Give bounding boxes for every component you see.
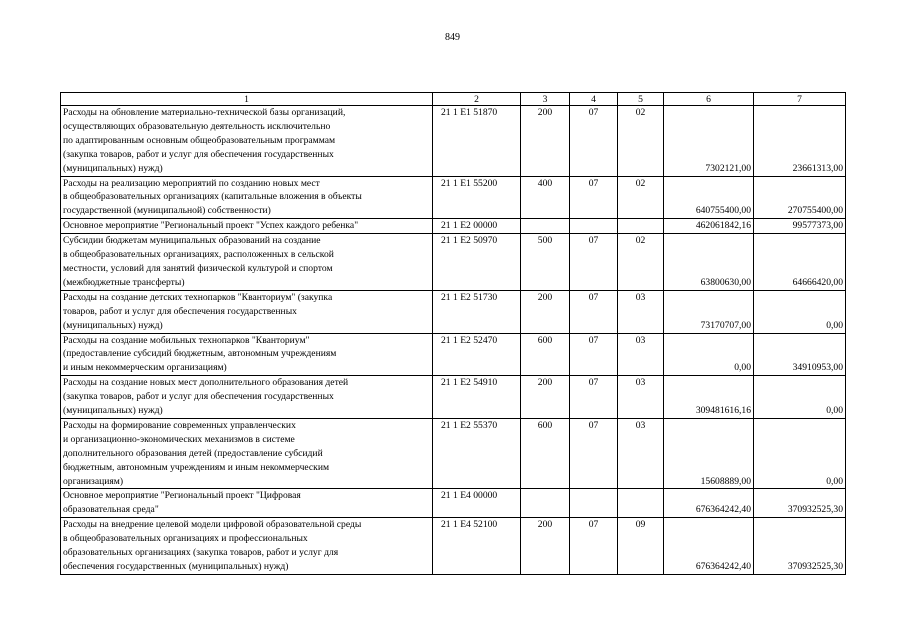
subsection-cell: 02 bbox=[618, 234, 664, 291]
amount-year1-cell: 15608889,00 bbox=[664, 418, 754, 489]
subsection-cell: 03 bbox=[618, 290, 664, 333]
expense-type-cell: 600 bbox=[521, 333, 570, 376]
section-cell: 07 bbox=[570, 290, 618, 333]
amount-year1-cell: 73170707,00 bbox=[664, 290, 754, 333]
subsection-cell bbox=[618, 489, 664, 518]
amount-year1-cell: 676364242,40 bbox=[664, 489, 754, 518]
section-cell bbox=[570, 219, 618, 234]
column-header: 6 bbox=[664, 93, 754, 106]
target-code-cell: 21 1 E2 50970 bbox=[433, 234, 521, 291]
section-cell: 07 bbox=[570, 518, 618, 575]
column-header: 2 bbox=[433, 93, 521, 106]
amount-year1-cell: 0,00 bbox=[664, 333, 754, 376]
table-row bbox=[61, 518, 846, 575]
expense-type-cell: 200 bbox=[521, 106, 570, 177]
expenditure-name-cell: Расходы на создание детских технопарков "Кванториум" (закупка товаров, работ и услуг для обеспечения государственных (муниципальных) нужд) bbox=[61, 290, 433, 333]
target-code-cell: 21 1 E2 54910 bbox=[433, 376, 521, 419]
target-code-cell: 21 1 E2 52470 bbox=[433, 333, 521, 376]
section-cell: 07 bbox=[570, 418, 618, 489]
target-code-cell: 21 1 E1 51870 bbox=[433, 106, 521, 177]
amount-year1-cell: 462061842,16 bbox=[664, 219, 754, 234]
section-cell: 07 bbox=[570, 176, 618, 219]
table-row bbox=[61, 176, 846, 219]
amount-year2-cell: 0,00 bbox=[754, 376, 846, 419]
section-cell: 07 bbox=[570, 376, 618, 419]
subsection-cell bbox=[618, 219, 664, 234]
column-header: 7 bbox=[754, 93, 846, 106]
expense-type-cell bbox=[521, 489, 570, 518]
expense-type-cell: 200 bbox=[521, 376, 570, 419]
expense-type-cell: 200 bbox=[521, 518, 570, 575]
amount-year1-cell: 63800630,00 bbox=[664, 234, 754, 291]
section-cell: 07 bbox=[570, 234, 618, 291]
table-row bbox=[61, 219, 846, 234]
target-code-cell: 21 1 E2 55370 bbox=[433, 418, 521, 489]
subsection-cell: 03 bbox=[618, 376, 664, 419]
amount-year2-cell: 270755400,00 bbox=[754, 176, 846, 219]
amount-year1-cell: 309481616,16 bbox=[664, 376, 754, 419]
expenditure-name-cell: Основное мероприятие "Региональный проект "Успех каждого ребенка" bbox=[61, 219, 433, 234]
expense-type-cell bbox=[521, 219, 570, 234]
subsection-cell: 02 bbox=[618, 106, 664, 177]
column-header: 3 bbox=[521, 93, 570, 106]
table-row bbox=[61, 106, 846, 177]
target-code-cell: 21 1 E4 52100 bbox=[433, 518, 521, 575]
expense-type-cell: 600 bbox=[521, 418, 570, 489]
target-code-cell: 21 1 E1 55200 bbox=[433, 176, 521, 219]
table-row bbox=[61, 489, 846, 518]
amount-year2-cell: 0,00 bbox=[754, 418, 846, 489]
section-cell: 07 bbox=[570, 106, 618, 177]
table-header-row bbox=[61, 93, 846, 106]
expenditure-name-cell: Расходы на реализацию мероприятий по созданию новых мест в общеобразовательных организациях (капитальные вложения в объекты государственной (муниципальной) собственности) bbox=[61, 176, 433, 219]
subsection-cell: 02 bbox=[618, 176, 664, 219]
amount-year2-cell: 99577373,00 bbox=[754, 219, 846, 234]
expense-type-cell: 200 bbox=[521, 290, 570, 333]
subsection-cell: 03 bbox=[618, 418, 664, 489]
amount-year2-cell: 370932525,30 bbox=[754, 518, 846, 575]
column-header: 1 bbox=[61, 93, 433, 106]
table-row bbox=[61, 376, 846, 419]
amount-year2-cell: 34910953,00 bbox=[754, 333, 846, 376]
amount-year1-cell: 7302121,00 bbox=[664, 106, 754, 177]
target-code-cell: 21 1 E4 00000 bbox=[433, 489, 521, 518]
expenditure-name-cell: Расходы на создание новых мест дополнительного образования детей (закупка товаров, работ и услуг для обеспечения государственных (муниципальных) нужд) bbox=[61, 376, 433, 419]
budget-table bbox=[60, 92, 846, 575]
table-row bbox=[61, 290, 846, 333]
amount-year2-cell: 370932525,30 bbox=[754, 489, 846, 518]
section-cell: 07 bbox=[570, 333, 618, 376]
expenditure-name-cell: Расходы на создание мобильных технопарков "Кванториум" (предоставление субсидий бюджетным, автономным учреждениям и иным некоммерческим организациям) bbox=[61, 333, 433, 376]
table-row bbox=[61, 333, 846, 376]
amount-year2-cell: 64666420,00 bbox=[754, 234, 846, 291]
expenditure-name-cell: Расходы на внедрение целевой модели цифровой образовательной среды в общеобразовательных организациях и профессиональных образовательных организациях (закупка товаров, работ и услуг для обеспечения государственных (муниципальных) нужд) bbox=[61, 518, 433, 575]
amount-year2-cell: 23661313,00 bbox=[754, 106, 846, 177]
amount-year1-cell: 676364242,40 bbox=[664, 518, 754, 575]
expense-type-cell: 500 bbox=[521, 234, 570, 291]
expenditure-name-cell: Расходы на формирование современных управленческих и организационно-экономических механизмов в системе дополнительного образования детей (предоставление субсидий бюджетным, автономным учреждениям и иным некоммерческим организациям) bbox=[61, 418, 433, 489]
expenditure-name-cell: Расходы на обновление материально-технической базы организаций, осуществляющих образовательную деятельность исключительно по адаптированным основным общеобразовательным программам (закупка товаров, работ и услуг для обеспечения государственных (муниципальных) нужд) bbox=[61, 106, 433, 177]
target-code-cell: 21 1 E2 51730 bbox=[433, 290, 521, 333]
expenditure-name-cell: Субсидии бюджетам муниципальных образований на создание в общеобразовательных организациях, расположенных в сельской местности, условий для занятий физической культурой и спортом (межбюджетные трансферты) bbox=[61, 234, 433, 291]
table-row bbox=[61, 234, 846, 291]
section-cell bbox=[570, 489, 618, 518]
column-header: 4 bbox=[570, 93, 618, 106]
amount-year2-cell: 0,00 bbox=[754, 290, 846, 333]
subsection-cell: 09 bbox=[618, 518, 664, 575]
subsection-cell: 03 bbox=[618, 333, 664, 376]
target-code-cell: 21 1 E2 00000 bbox=[433, 219, 521, 234]
expense-type-cell: 400 bbox=[521, 176, 570, 219]
table-row bbox=[61, 418, 846, 489]
amount-year1-cell: 640755400,00 bbox=[664, 176, 754, 219]
page-number: 849 bbox=[445, 32, 460, 43]
expenditure-name-cell: Основное мероприятие "Региональный проект "Цифровая образовательная среда" bbox=[61, 489, 433, 518]
column-header: 5 bbox=[618, 93, 664, 106]
